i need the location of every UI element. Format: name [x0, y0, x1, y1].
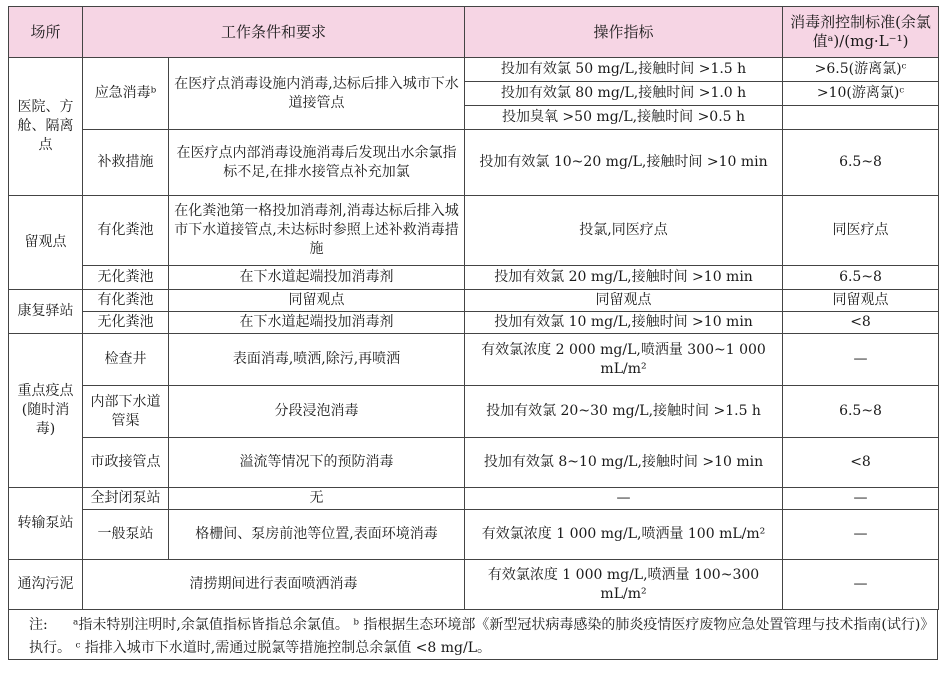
- table-row: [9, 266, 939, 290]
- table-row: [9, 312, 939, 334]
- header-conditions: 工作条件和要求: [83, 7, 465, 58]
- condition-cell: 无: [169, 488, 465, 510]
- sub-cell: 市政接管点: [83, 438, 169, 488]
- condition-cell: 同留观点: [169, 290, 465, 312]
- condition-cell: 在医疗点消毒设施内消毒,达标后排入城市下水道接管点: [169, 58, 465, 130]
- operation-cell: 有效氯浓度 1 000 mg/L,喷洒量 100 mL/m²: [465, 510, 783, 560]
- condition-cell: 在下水道起端投加消毒剂: [169, 266, 465, 290]
- sub-cell: 内部下水道管渠: [83, 386, 169, 438]
- place-cell: 医院、方舱、隔离点: [9, 58, 83, 196]
- standard-cell: —: [783, 510, 939, 560]
- table-row: [9, 58, 939, 82]
- sub-cell: 全封闭泵站: [83, 488, 169, 510]
- standard-cell: <8: [783, 438, 939, 488]
- standard-cell: 6.5~8: [783, 386, 939, 438]
- table-row: [9, 438, 939, 488]
- header-place: 场所: [9, 7, 83, 58]
- condition-cell: 清捞期间进行表面喷洒消毒: [83, 560, 465, 610]
- sub-cell: 无化粪池: [83, 312, 169, 334]
- condition-cell: 分段浸泡消毒: [169, 386, 465, 438]
- table-row: [9, 560, 939, 610]
- table-row: [9, 386, 939, 438]
- table-row: [9, 196, 939, 266]
- place-cell: 通沟污泥: [9, 560, 83, 610]
- header-row: [9, 7, 939, 58]
- operation-cell: 投氯,同医疗点: [465, 196, 783, 266]
- operation-cell: 有效氯浓度 1 000 mg/L,喷洒量 100~300 mL/m²: [465, 560, 783, 610]
- note-label: 注:: [29, 617, 48, 633]
- standard-cell: —: [783, 334, 939, 386]
- condition-cell: 表面消毒,喷洒,除污,再喷洒: [169, 334, 465, 386]
- table-row: [9, 130, 939, 196]
- sub-cell: 有化粪池: [83, 290, 169, 312]
- sub-cell: 应急消毒ᵇ: [83, 58, 169, 130]
- standard-cell: [783, 106, 939, 130]
- standard-cell: 同留观点: [783, 290, 939, 312]
- standard-cell: <8: [783, 312, 939, 334]
- table-row: [9, 488, 939, 510]
- place-cell: 重点疫点(随时消毒): [9, 334, 83, 488]
- operation-cell: —: [465, 488, 783, 510]
- note-c: ᶜ 指排入城市下水道时,需通过脱氯等措施控制总余氯值 <8 mg/L。: [75, 640, 491, 656]
- operation-cell: 有效氯浓度 2 000 mg/L,喷洒量 300~1 000 mL/m²: [465, 334, 783, 386]
- sub-cell: 补救措施: [83, 130, 169, 196]
- operation-cell: 投加有效氯 10~20 mg/L,接触时间 >10 min: [465, 130, 783, 196]
- condition-cell: 在医疗点内部消毒设施消毒后发现出水余氯指标不足,在排水接管点补充加氯: [169, 130, 465, 196]
- operation-cell: 投加有效氯 50 mg/L,接触时间 >1.5 h: [465, 58, 783, 82]
- operation-cell: 投加有效氯 8~10 mg/L,接触时间 >10 min: [465, 438, 783, 488]
- table-row: [9, 334, 939, 386]
- header-operation: 操作指标: [465, 7, 783, 58]
- operation-cell: 投加有效氯 20~30 mg/L,接触时间 >1.5 h: [465, 386, 783, 438]
- table-row: [9, 290, 939, 312]
- sub-cell: 有化粪池: [83, 196, 169, 266]
- place-cell: 康复驿站: [9, 290, 83, 334]
- sub-cell: 无化粪池: [83, 266, 169, 290]
- standard-cell: 同医疗点: [783, 196, 939, 266]
- condition-cell: 格栅间、泵房前池等位置,表面环境消毒: [169, 510, 465, 560]
- operation-cell: 投加有效氯 10 mg/L,接触时间 >10 min: [465, 312, 783, 334]
- note-b: ᵇ 指根据生态环境部《新型冠状病毒感染的肺炎疫情医疗废物应急处置管理与技术指南(试行)》执行。: [29, 617, 928, 656]
- standard-cell: —: [783, 560, 939, 610]
- disinfection-table: [8, 6, 939, 610]
- operation-cell: 投加有效氯 20 mg/L,接触时间 >10 min: [465, 266, 783, 290]
- standard-cell: 6.5~8: [783, 266, 939, 290]
- standard-cell: >10(游离氯)ᶜ: [783, 82, 939, 106]
- table-row: [9, 510, 939, 560]
- standard-cell: —: [783, 488, 939, 510]
- standard-cell: 6.5~8: [783, 130, 939, 196]
- sub-cell: 一般泵站: [83, 510, 169, 560]
- sub-cell: 检查井: [83, 334, 169, 386]
- note-a: ᵃ指未特别注明时,余氯值指标皆指总余氯值。: [73, 617, 349, 633]
- standard-cell: >6.5(游离氯)ᶜ: [783, 58, 939, 82]
- operation-cell: 投加有效氯 80 mg/L,接触时间 >1.0 h: [465, 82, 783, 106]
- condition-cell: 在下水道起端投加消毒剂: [169, 312, 465, 334]
- place-cell: 留观点: [9, 196, 83, 290]
- operation-cell: 同留观点: [465, 290, 783, 312]
- operation-cell: 投加臭氧 >50 mg/L,接触时间 >0.5 h: [465, 106, 783, 130]
- document: [8, 6, 938, 660]
- place-cell: 转输泵站: [9, 488, 83, 560]
- header-standard: 消毒剂控制标准(余氯值ᵃ)/(mg·L⁻¹): [783, 7, 939, 58]
- condition-cell: 在化粪池第一格投加消毒剂,消毒达标后排入城市下水道接管点,未达标时参照上述补救消毒措施: [169, 196, 465, 266]
- condition-cell: 溢流等情况下的预防消毒: [169, 438, 465, 488]
- table-notes: [8, 610, 938, 660]
